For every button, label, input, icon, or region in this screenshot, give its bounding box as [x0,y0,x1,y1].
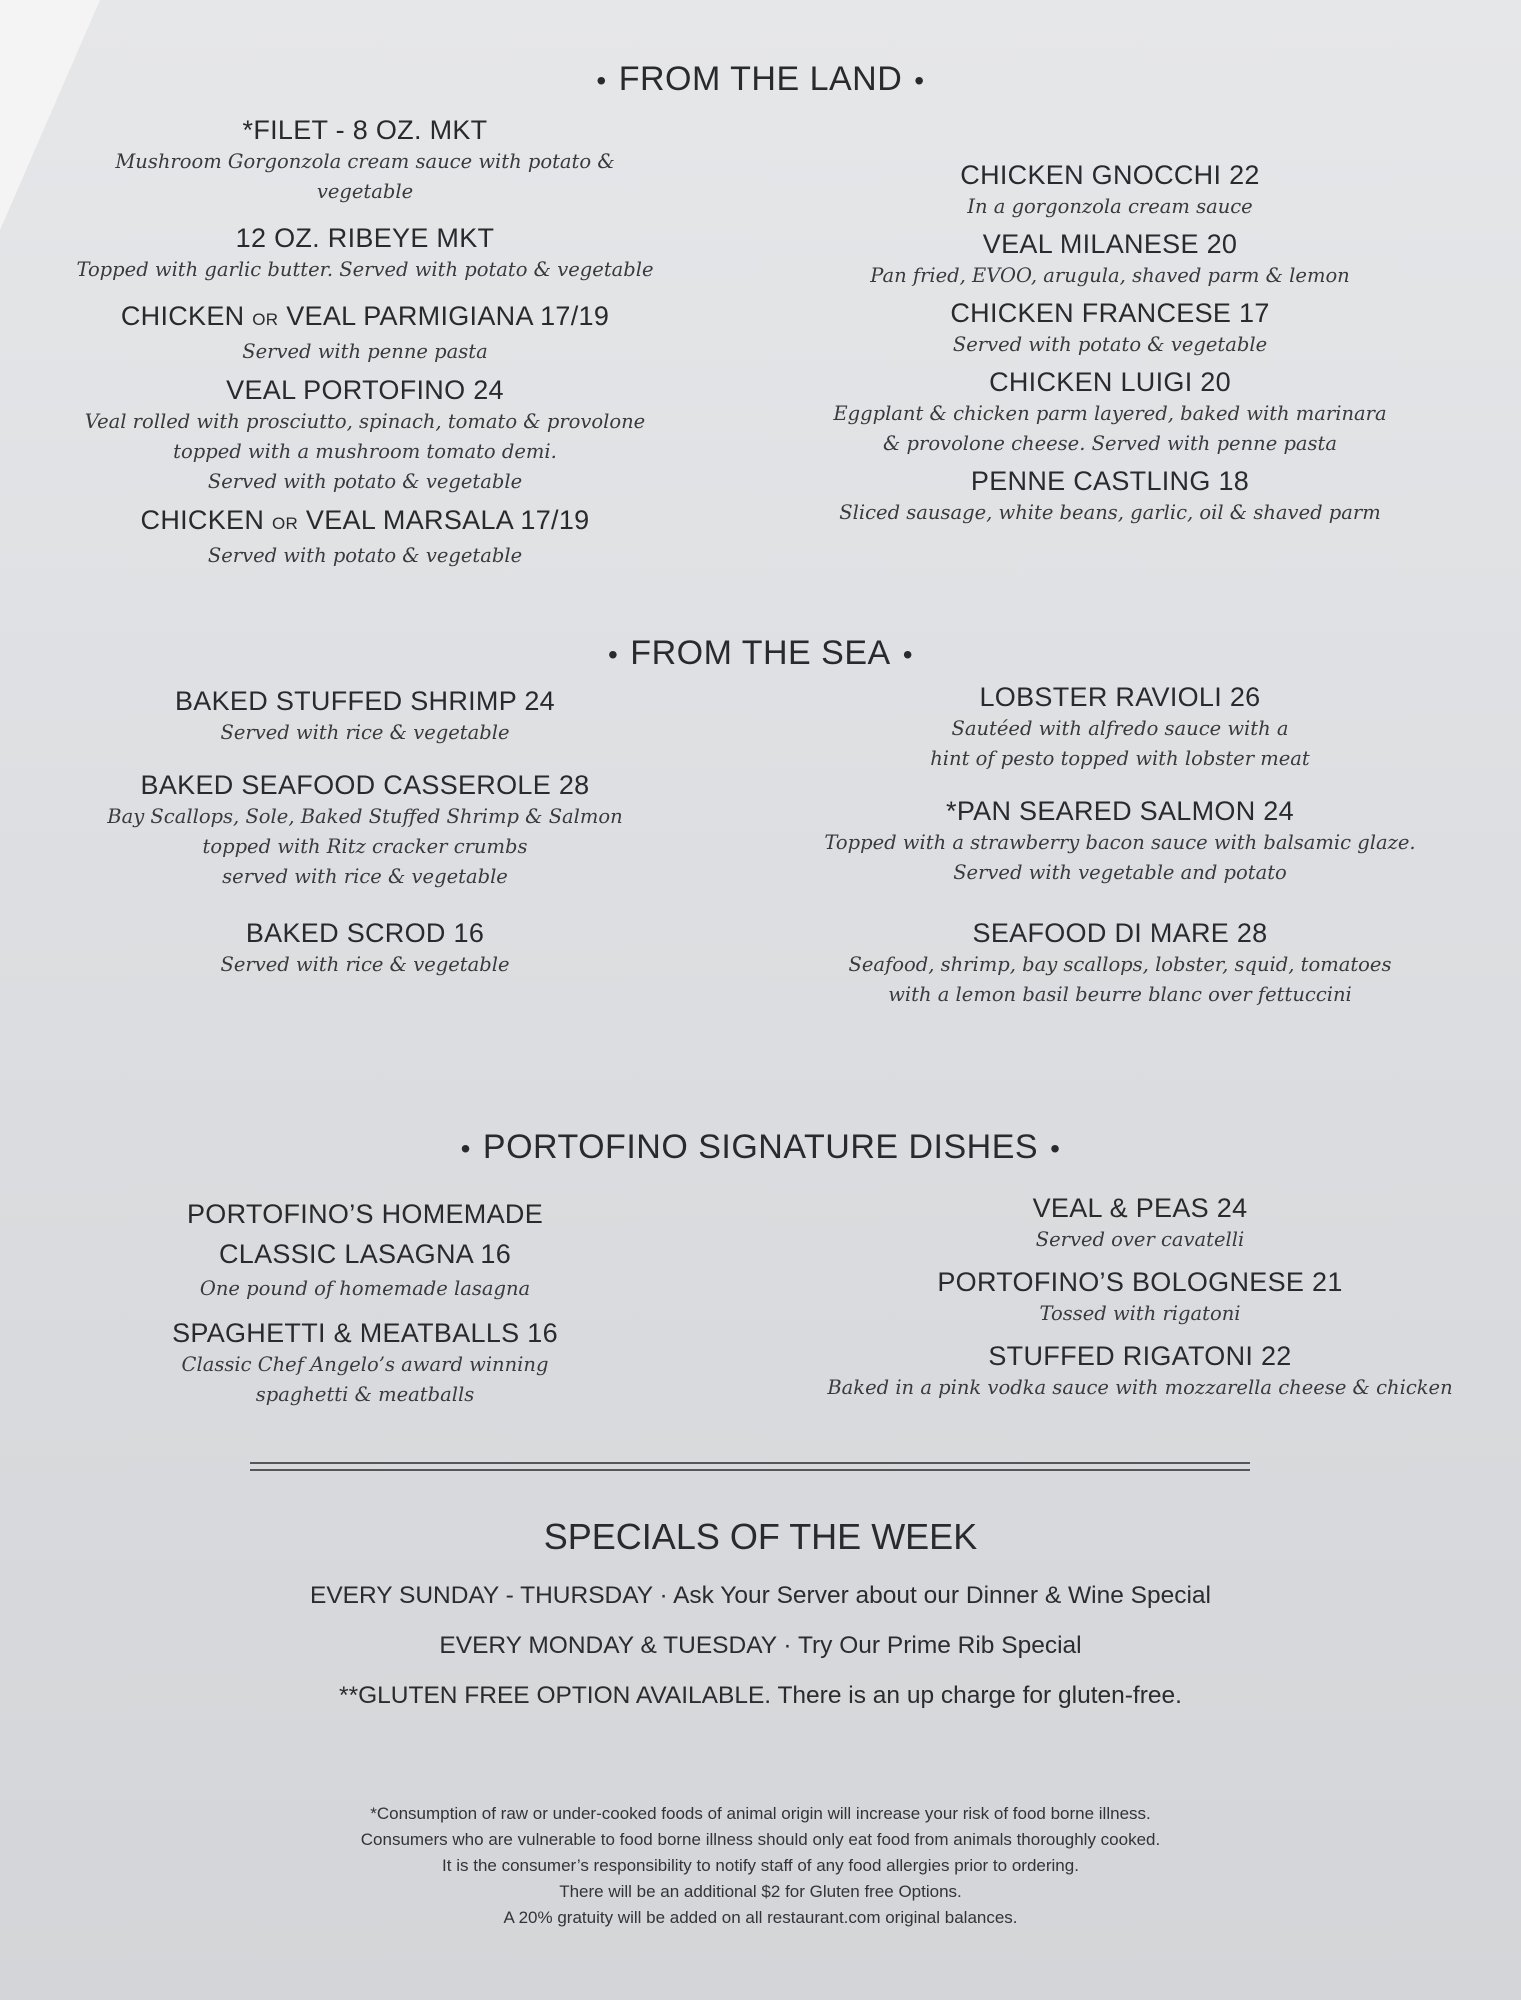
bullet-icon: • [607,639,619,670]
bullet-icon: • [914,65,925,96]
menu-item [65,299,665,367]
menu-item [800,296,1420,360]
item-desc: Served with rice & vegetable [220,721,510,744]
item-name: VEAL & PEAS 24 [1032,1193,1248,1223]
section-title-sea-text: FROM THE SEA [630,634,891,672]
item-desc: Served with potato & vegetable [207,544,523,567]
item-desc: One pound of homemade lasagna [199,1277,531,1300]
signature-right-column [800,1191,1480,1403]
menu-item [800,158,1420,222]
specials-line: EVERY MONDAY & TUESDAY · Try Our Prime Rib Special [439,1632,1082,1659]
footnote-line: *Consumption of raw or under-cooked foods of animal origin will increase your risk of food borne illness. [370,1804,1151,1823]
specials-line: **GLUTEN FREE OPTION AVAILABLE. There is an up charge for gluten-free. [339,1682,1182,1709]
item-desc: Topped with garlic butter. Served with potato & vegetable [76,258,654,281]
item-name: 12 OZ. RIBEYE MKT [235,223,495,253]
menu-item [65,221,665,285]
item-desc: Served over cavatelli [1035,1228,1245,1251]
item-name: SPAGHETTI & MEATBALLS 16 [172,1318,558,1348]
item-desc: Baked in a pink vodka sauce with mozzarella cheese & chicken [827,1376,1453,1399]
section-title-signature-text: PORTOFINO SIGNATURE DISHES [482,1128,1039,1166]
item-desc: Seafood, shrimp, bay scallops, lobster, squid, tomatoes [848,953,1392,976]
menu-item [65,684,665,748]
menu-item [65,1194,665,1304]
item-name: CHICKEN FRANCESE 17 [950,298,1270,328]
item-desc: Served with penne pasta [242,340,488,363]
menu-item [65,373,665,497]
footnote-line: There will be an additional $2 for Gluten free Options. [559,1882,962,1901]
menu-item [800,227,1420,291]
sea-right-column [810,680,1430,1010]
item-desc: Classic Chef Angelo’s award winning [181,1353,549,1376]
item-desc: Bay Scallops, Sole, Baked Stuffed Shrimp & Salmon [107,805,623,828]
item-name-part: VEAL MARSALA 17/19 [305,505,590,535]
menu-item [810,794,1430,888]
item-desc: Mushroom Gorgonzola cream sauce with potato & vegetable [115,150,615,203]
item-name: SEAFOOD DI MARE 28 [972,918,1268,948]
menu-item [810,680,1430,774]
item-name: *PAN SEARED SALMON 24 [946,796,1294,826]
section-title-land-text: FROM THE LAND [618,60,903,98]
item-desc: In a gorgonzola cream sauce [967,195,1253,218]
item-name: CHICKEN GNOCCHI 22 [960,160,1260,190]
item-desc: Served with potato & vegetable [207,470,523,493]
menu-item [65,916,665,980]
item-name: BAKED SEAFOOD CASSEROLE 28 [140,770,590,800]
land-right-column [800,158,1420,528]
item-name-part: VEAL PARMIGIANA 17/19 [286,301,610,331]
item-name: CHICKEN LUIGI 20 [989,367,1231,397]
bullet-icon: • [460,1133,471,1164]
land-left-column [65,113,665,571]
item-desc: spaghetti & meatballs [255,1383,475,1406]
item-name: BAKED STUFFED SHRIMP 24 [175,686,555,716]
item-name: PORTOFINO’S HOMEMADE [186,1199,544,1229]
section-title-signature [0,1128,1521,1167]
item-desc: Veal rolled with prosciutto, spinach, tomato & provolone [84,410,646,433]
divider-line [250,1462,1250,1464]
item-name: VEAL PORTOFINO 24 [226,375,504,405]
item-name: BAKED SCROD 16 [245,918,485,948]
item-desc: served with rice & vegetable [222,865,508,888]
item-name [65,503,665,541]
item-desc: & provolone cheese. Served with penne pasta [882,432,1338,455]
item-desc: Sautéed with alfredo sauce with a [951,717,1289,740]
section-title-land [0,60,1521,99]
item-name [65,299,665,337]
section-title-sea [0,634,1521,673]
specials-line: EVERY SUNDAY - THURSDAY · Ask Your Server about our Dinner & Wine Special [310,1582,1211,1609]
sea-left-column [65,684,665,980]
item-name: CLASSIC LASAGNA 16 [218,1239,512,1269]
item-name: PENNE CASTLING 18 [970,466,1250,496]
item-desc: Pan fried, EVOO, arugula, shaved parm & lemon [870,264,1350,287]
item-name: *FILET - 8 OZ. MKT [242,115,488,145]
item-name-part: CHICKEN [140,505,265,535]
bullet-icon: • [596,65,607,96]
menu-item [800,1191,1480,1255]
menu-item [800,1339,1480,1403]
item-desc: Tossed with rigatoni [1039,1302,1241,1325]
menu-item [800,464,1420,528]
bullet-icon: • [1050,1133,1061,1164]
item-desc: topped with a mushroom tomato demi. [173,440,557,463]
menu-item [65,768,665,892]
menu-item [65,503,665,571]
footnote-line: A 20% gratuity will be added on all restaurant.com original balances. [503,1908,1018,1927]
signature-left-column [65,1194,665,1410]
item-name-or: OR [252,310,279,329]
bullet-icon: • [902,639,914,670]
item-desc: with a lemon basil beurre blanc over fettuccini [888,983,1352,1006]
specials-title: SPECIALS OF THE WEEK [543,1516,978,1557]
item-name: PORTOFINO’S BOLOGNESE 21 [937,1267,1343,1297]
item-name-or: OR [271,514,299,533]
item-name: LOBSTER RAVIOLI 26 [979,682,1261,712]
footnotes [0,1801,1521,1931]
menu-item [65,113,665,207]
item-name: VEAL MILANESE 20 [982,229,1238,259]
item-desc: Topped with a strawberry bacon sauce with balsamic glaze. [824,831,1416,854]
item-desc: Sliced sausage, white beans, garlic, oil & shaved parm [839,501,1381,524]
menu-item [810,916,1430,1010]
item-name-part: CHICKEN [120,301,245,331]
item-desc: Served with rice & vegetable [220,953,510,976]
divider-line [250,1469,1250,1471]
menu-item [800,365,1420,459]
item-name: STUFFED RIGATONI 22 [988,1341,1292,1371]
item-desc: Served with vegetable and potato [953,861,1287,884]
footnote-line: Consumers who are vulnerable to food borne illness should only eat food from animals thoroughly cooked. [360,1830,1161,1849]
item-desc: Eggplant & chicken parm layered, baked with marinara [833,402,1387,425]
footnote-line: It is the consumer’s responsibility to notify staff of any food allergies prior to ordering. [442,1856,1079,1875]
menu-item [800,1265,1480,1329]
menu-item [65,1316,665,1410]
item-desc: Served with potato & vegetable [952,333,1268,356]
item-desc: hint of pesto topped with lobster meat [930,747,1310,770]
item-desc: topped with Ritz cracker crumbs [202,835,528,858]
